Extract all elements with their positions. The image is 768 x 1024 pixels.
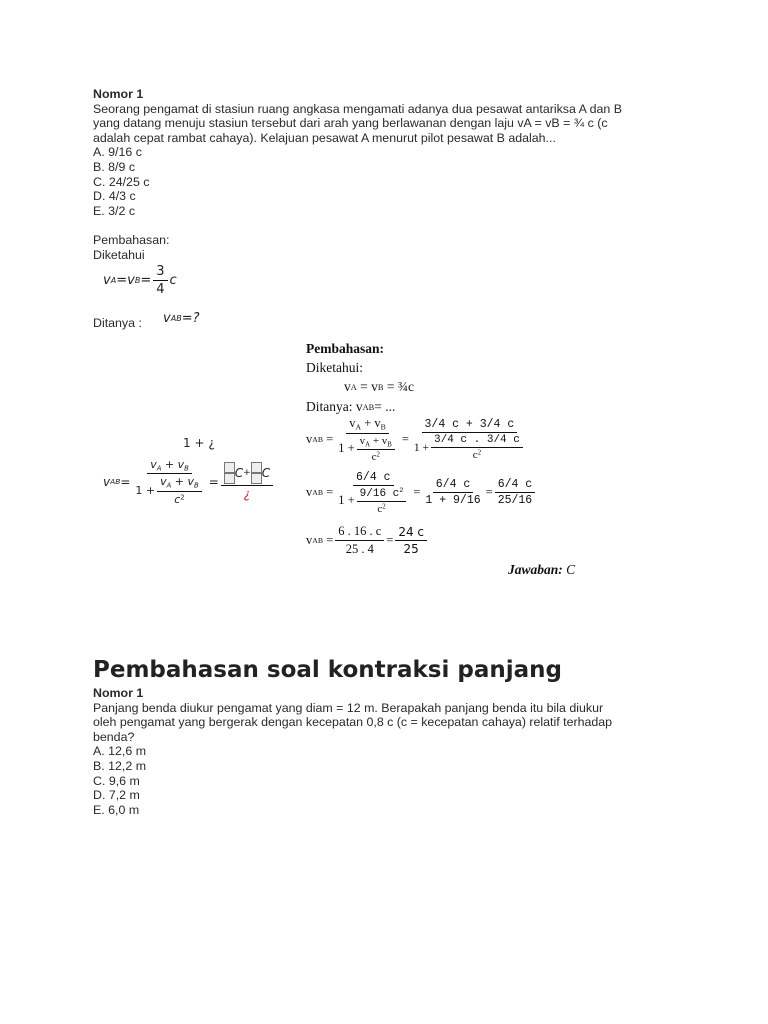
fraction: $\frac{3}{4}$ <box>153 264 167 297</box>
asked-equation: v AB =? <box>163 311 200 326</box>
left-formula: 1 + ¿ v AB = $v_A + v_B$ 1 + $\frac{v_A + v_B}{c^2}$ = C + C ¿ <box>103 436 303 526</box>
answer-option: B. 12,2 m <box>93 758 147 773</box>
solution-known-eq: v A = v B = ¾c <box>344 379 414 394</box>
question-text-line: benda? <box>93 729 135 744</box>
fraction: $v_A + v_B$ 1 + $\frac{v_A + v_B}{c^2}$ <box>335 416 400 463</box>
diketahui-label: Diketahui <box>93 247 145 262</box>
ditanya-label: Ditanya : <box>93 316 142 330</box>
answer-option: E. 6,0 m <box>93 802 140 817</box>
solution-title: Pembahasan: <box>306 341 385 356</box>
question-heading: Nomor 1 <box>93 87 144 101</box>
section-title: Pembahasan soal kontraksi panjang <box>93 657 562 683</box>
fraction: 6/4 c 1 + $\frac{9/16 c^2}{c^2}$ <box>335 471 411 515</box>
question-text-line: Panjang benda diukur pengamat yang diam = 12 m. Berapakah panjang benda itu bila diukur <box>93 700 604 715</box>
solution-answer: Jawaban: C <box>508 562 576 577</box>
answer-option: C. 24/25 c <box>93 174 150 189</box>
known-equation: v A = v B = $\frac{3}{4}$ c <box>103 264 177 297</box>
solution-line-2: v AB = 6/4 c 1 + $\frac{9/16 c^2}{c^2}$ = $\frac{6/4 c}{1 + 9/16}$ = $\frac{6/4 c}{25/16}$ <box>306 471 537 515</box>
broken-top: 1 + ¿ <box>183 436 215 450</box>
answer-option: D. 4/3 c <box>93 189 136 204</box>
question-text-line: adalah cepat rambat cahaya). Kelajuan pesawat A menurut pilot pesawat B adalah... <box>93 130 556 145</box>
question-text-line: yang datang menuju stasiun tersebut dari arah yang berlawanan dengan laju vA = vB = ¾ c (c <box>93 116 608 131</box>
fraction: $\frac{24 c}{25}$ <box>395 525 427 556</box>
placeholder-box-icon <box>251 462 262 473</box>
question-1-block <box>93 87 703 262</box>
fraction: 3/4 c + 3/4 c 1 + $\frac{3/4 c . 3/4 c}{c^2}$ <box>411 418 528 461</box>
question-2-block <box>93 686 713 817</box>
solution-line-1: v AB = $v_A + v_B$ 1 + $\frac{v_A + v_B}{c^2}$ = 3/4 c + 3/4 c 1 + $\frac{3/4 c . 3/4 c}{c^2}$ <box>306 416 530 463</box>
solution-image <box>306 341 606 581</box>
placeholder-box-icon <box>224 473 235 484</box>
question-text-line: oleh pengamat yang bergerak dengan kecepatan 0,8 c (c = kecepatan cahaya) relatif terhadap <box>93 715 613 730</box>
solution-ditanya: Ditanya: v AB = ... <box>306 399 396 414</box>
answer-option: A. 12,6 m <box>93 744 147 759</box>
answer-option: E. 3/2 c <box>93 203 136 218</box>
placeholder-box-icon <box>224 462 235 473</box>
pembahasan-label: Pembahasan: <box>93 232 170 247</box>
answer-option: C. 9,6 m <box>93 773 140 788</box>
answer-option: B. 8/9 c <box>93 159 136 174</box>
answer-option: A. 9/16 c <box>93 145 142 160</box>
solution-diketahui: Diketahui: <box>306 360 363 375</box>
fraction: $\frac{6/4 c}{25/16}$ <box>495 478 536 507</box>
solution-line-3: v AB = $\frac{6 . 16 . c}{25 . 4}$ = $\frac{24 c}{25}$ <box>306 524 429 557</box>
answer-option: D. 7,2 m <box>93 788 140 803</box>
question-text-line: Seorang pengamat di stasiun ruang angkasa mengamati adanya dua pesawat antariksa A dan B <box>93 101 623 116</box>
broken-fraction: C + C ¿ <box>221 462 273 501</box>
placeholder-box-icon <box>251 473 262 484</box>
relativistic-fraction: $v_A + v_B$ 1 + $\frac{v_A + v_B}{c^2}$ <box>132 458 206 506</box>
fraction: $\frac{6/4 c}{1 + 9/16}$ <box>425 478 481 508</box>
fraction: $\frac{6 . 16 . c}{25 . 4}$ <box>335 524 384 557</box>
question-heading: Nomor 1 <box>93 686 144 700</box>
